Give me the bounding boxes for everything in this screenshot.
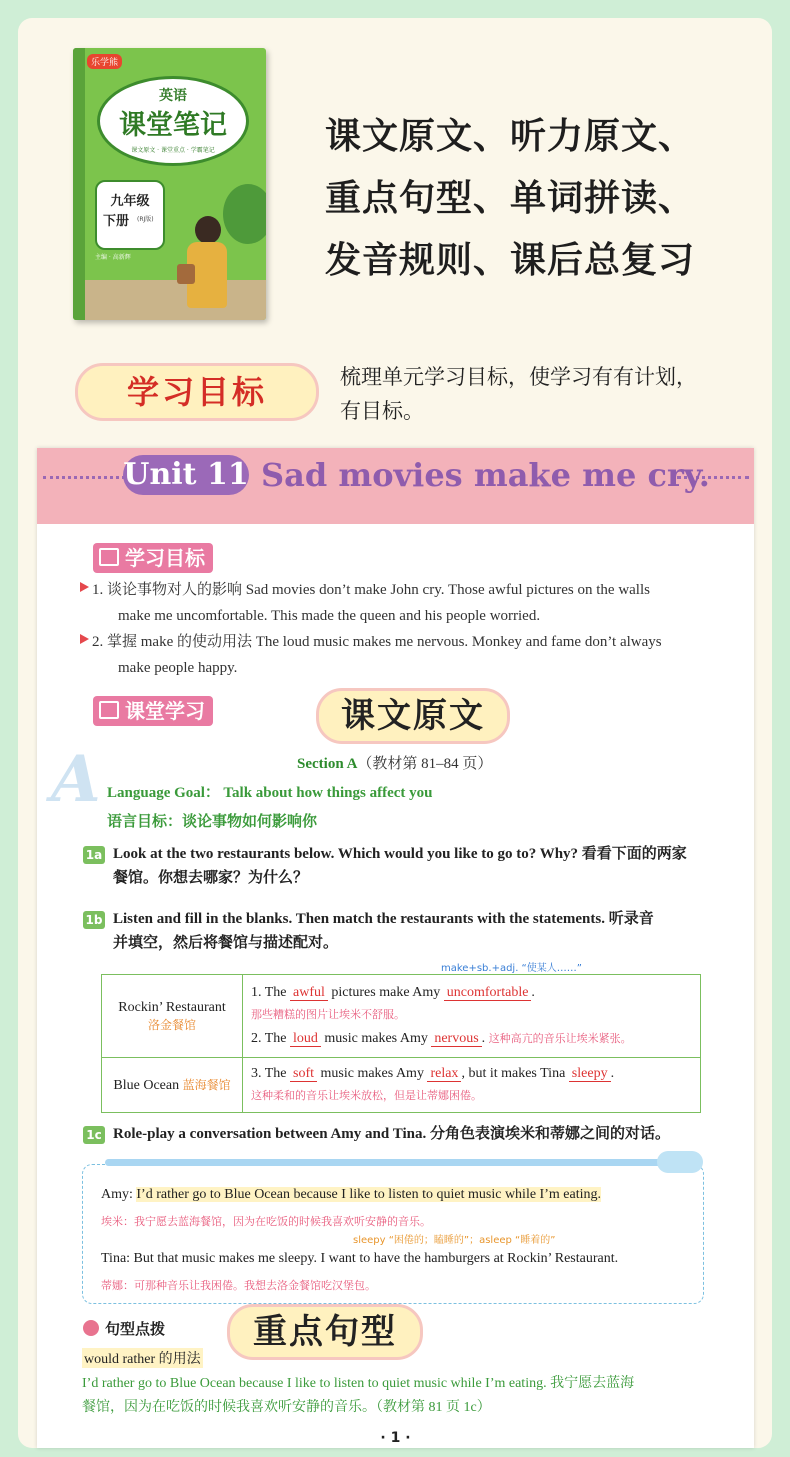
- cover-edition: (RJ版): [137, 216, 154, 223]
- keyword-key-sentences: 重点句型: [227, 1304, 423, 1360]
- book-icon: [99, 548, 119, 566]
- objectives-tag-label: 学习目标: [125, 546, 205, 570]
- headline-line-2: 重点句型、单词拼读、: [325, 178, 696, 219]
- study-goal-text-1: 梳理单元学习目标，使学习有有计划，: [340, 365, 697, 389]
- example-line-2: 餐馆，因为在吃饭的时候我喜欢听安静的音乐。（教材第 81 页 1c）: [82, 1400, 491, 1415]
- statements-cell: [243, 975, 701, 1058]
- cover-wall-illustration: [85, 280, 266, 320]
- tips-icon: [83, 1320, 99, 1336]
- table-row: [102, 1058, 701, 1113]
- section-letter: A: [51, 742, 101, 817]
- amy-translation: 埃米：我宁愿去蓝海餐馆，因为在吃饭的时候我喜欢听安静的音乐。: [101, 1215, 431, 1228]
- text: pictures make Amy: [331, 985, 441, 1000]
- cover-subject: 英语: [159, 88, 187, 104]
- statements-cell: [243, 1058, 701, 1113]
- objective-2-line-1: 2. 掌握 make 的使动用法 The loud music makes me nervous. Monkey and fame don’t always: [92, 634, 662, 650]
- cover-girl-head: [195, 216, 221, 244]
- amy-line: [101, 1187, 701, 1203]
- question-1c-number: 1c: [83, 1126, 105, 1144]
- cover-grade: 九年级: [110, 194, 150, 209]
- statement-1: [251, 981, 692, 1004]
- objective-1-line-2: make me uncomfortable. This made the queen and his people worried.: [118, 608, 541, 624]
- statement-3: [251, 1063, 692, 1085]
- question-1a: [113, 842, 743, 890]
- section-name: Section A: [297, 756, 358, 772]
- page-number: · 1 ·: [380, 1430, 411, 1446]
- study-goal-text-2: 有目标。: [340, 399, 424, 423]
- cover-grade-box: [95, 180, 165, 250]
- textbook-page: [37, 448, 754, 1448]
- answer-blank: soft: [290, 1066, 317, 1082]
- objective-2: [92, 629, 742, 681]
- text: , but it makes Tina: [461, 1066, 566, 1081]
- cover-editor: 主编 · 高新辉: [95, 254, 131, 261]
- book-cover: [73, 48, 266, 320]
- restaurant-name: Blue Ocean: [113, 1078, 180, 1093]
- flag-icon: [80, 634, 89, 644]
- cloud-icon: [657, 1151, 703, 1173]
- tina-line: Tina: But that music makes me sleepy. I want to have the hamburgers at Rockin’ Restaurant.: [101, 1251, 619, 1266]
- cover-tree-illustration: [223, 184, 266, 244]
- answer-blank: uncomfortable: [444, 985, 532, 1001]
- cover-bag: [177, 264, 195, 284]
- classroom-tag: [93, 696, 213, 726]
- amy-sentence: I’d rather go to Blue Ocean because I like to listen to quiet music while I’m eating.: [136, 1187, 601, 1202]
- question-1b-number: 1b: [83, 911, 105, 929]
- objective-2-line-2: make people happy.: [118, 660, 238, 676]
- cover-spine: [73, 48, 85, 320]
- restaurant-name: Rockin’ Restaurant: [118, 999, 226, 1015]
- answer-blank: awful: [290, 985, 328, 1001]
- statement-3-translation: 这种柔和的音乐让埃米放松，但是让蒂娜困倦。: [251, 1090, 482, 1102]
- question-1c: Role-play a conversation between Amy and Tina. 分角色表演埃米和蒂娜之间的对话。: [113, 1126, 670, 1142]
- statement-1-translation: 那些糟糕的图片让埃米不舒服。: [251, 1009, 405, 1021]
- section-heading: [297, 752, 492, 773]
- objective-1-line-1: 1. 谈论事物对人的影响 Sad movies don’t make John cry. Those awful pictures on the walls: [92, 582, 650, 598]
- answer-blank: loud: [290, 1031, 321, 1047]
- text: 1. The: [251, 985, 287, 1000]
- banner-dots-left: [43, 476, 125, 479]
- cover-features: 课文原文 · 课堂重点 · 学霸笔记: [131, 147, 215, 154]
- notebook-icon: [99, 701, 119, 719]
- would-rather-heading: would rather 的用法: [82, 1348, 203, 1368]
- text: music makes Amy: [324, 1031, 428, 1046]
- tips-label: 句型点拨: [105, 1320, 166, 1338]
- restaurant-name-cn: 洛金餐馆: [147, 1017, 196, 1032]
- sleepy-annotation: sleepy “困倦的；瞌睡的”；asleep “睡着的”: [353, 1235, 556, 1246]
- restaurant-cell: [102, 1058, 243, 1113]
- headline-line-3: 发音规则、课后总复习: [325, 240, 696, 281]
- speaker-amy: Amy:: [101, 1187, 133, 1202]
- text: music makes Amy: [320, 1066, 424, 1081]
- objectives-tag: [93, 543, 213, 573]
- cover-title: 课堂笔记: [119, 110, 227, 141]
- answer-blank: relax: [427, 1066, 461, 1082]
- statement-2: [251, 1027, 692, 1051]
- text: .: [531, 985, 535, 1000]
- answer-blank: sleepy: [569, 1066, 611, 1082]
- cover-title-oval: [97, 76, 249, 166]
- study-goal-badge: 学习目标: [75, 363, 319, 421]
- cover-volume: 下册: [103, 214, 130, 229]
- tina-translation: 蒂娜：可那种音乐让我困倦。我想去洛金餐馆吃汉堡包。: [101, 1279, 376, 1292]
- restaurant-name-cn: 蓝海餐馆: [182, 1078, 231, 1092]
- statement-2-translation: 这种高亢的音乐让埃米紧张。: [488, 1033, 632, 1045]
- question-1a-number: 1a: [83, 846, 105, 864]
- restaurant-table: [101, 974, 701, 1113]
- language-goal-cn: 语言目标：谈论事物如何影响你: [107, 812, 318, 830]
- answer-blank: nervous: [431, 1031, 481, 1047]
- objective-1: [92, 577, 742, 629]
- example-sentence: [82, 1372, 722, 1420]
- dialog-box: [82, 1164, 704, 1304]
- language-goal-en: Language Goal： Talk about how things affect you: [107, 785, 433, 801]
- unit-title: Sad movies make me cry.: [261, 456, 710, 494]
- headline-line-1: 课文原文、听力原文、: [325, 116, 696, 157]
- question-1a-line-1: Look at the two restaurants below. Which would you like to go to? Why? 看看下面的两家: [113, 846, 687, 862]
- flag-icon: [80, 582, 89, 592]
- example-line-1: I’d rather go to Blue Ocean because I like to listen to quiet music while I’m eating. 我宁愿去蓝海: [82, 1376, 635, 1391]
- question-1b-line-2: 并填空，然后将餐馆与描述配对。: [113, 935, 339, 951]
- text: 3. The: [251, 1066, 287, 1081]
- unit-number: Unit 11: [123, 455, 249, 495]
- classroom-tag-label: 课堂学习: [125, 699, 205, 723]
- text: .: [610, 1066, 615, 1081]
- make-annotation: make+sb.+adj. “使某人……”: [441, 963, 582, 974]
- dialog-top-bar: [105, 1159, 665, 1166]
- table-row: [102, 975, 701, 1058]
- cover-brand: 乐学熊: [87, 54, 122, 69]
- text: 2. The: [251, 1031, 287, 1046]
- text: .: [481, 1031, 486, 1046]
- restaurant-cell: [102, 975, 243, 1058]
- section-pages: （教材第 81–84 页）: [357, 756, 493, 772]
- keyword-original-text: 课文原文: [316, 688, 510, 744]
- question-1b: [113, 907, 743, 955]
- question-1a-line-2: 餐馆。你想去哪家？为什么？: [113, 870, 309, 886]
- unit-banner: [37, 448, 754, 524]
- question-1b-line-1: Listen and fill in the blanks. Then match the restaurants with the statements. 听录音: [113, 911, 654, 927]
